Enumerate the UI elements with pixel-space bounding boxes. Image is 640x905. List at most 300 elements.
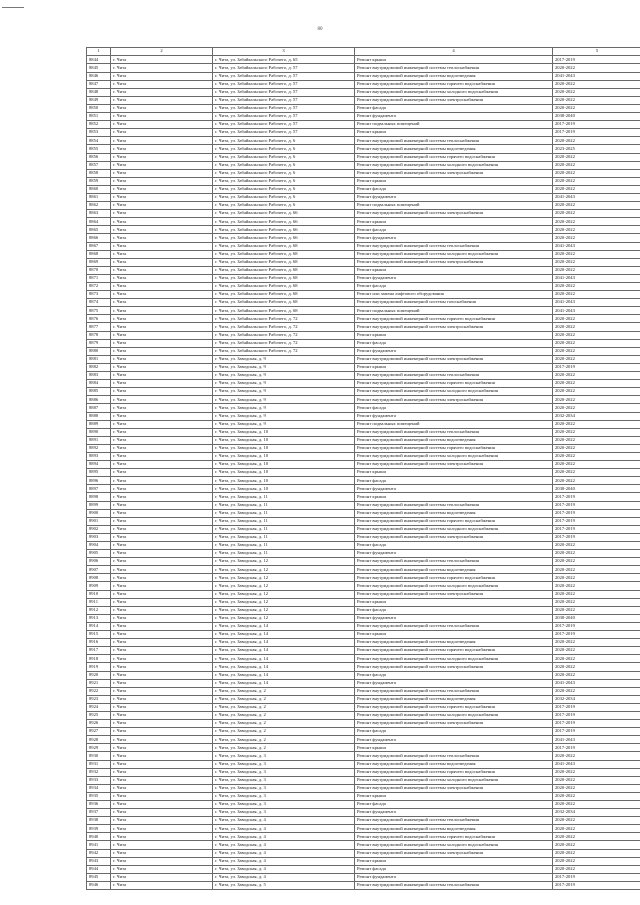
row-period: 2020-2022 [553,436,640,444]
row-municipality: г. Чита [111,849,213,857]
row-municipality: г. Чита [111,792,213,800]
table-row [87,339,640,347]
row-municipality: г. Чита [111,258,213,266]
row-municipality: г. Чита [111,80,213,88]
row-work-type: Ремонт внутридомовой инженерной системы холодного водоснабжения [355,525,553,533]
row-period: 2020-2022 [553,444,640,452]
row-period: 2020-2022 [553,477,640,485]
table-row [87,752,640,760]
row-work-type: Ремонт внутридомовой инженерной системы теплоснабжения [355,501,553,509]
table-row [87,452,640,460]
row-number: 8849 [87,96,111,104]
row-work-type: Ремонт фасада [355,477,553,485]
row-address: г. Чита, ул. Забайкальского Рабочего, д. 72 [213,315,355,323]
row-period: 2023-2025 [553,145,640,153]
row-work-type: Ремонт внутридомовой инженерной системы теплоснабжения [355,428,553,436]
row-period: 2020-2022 [553,177,640,185]
row-address: г. Чита, ул. Забайкальского Рабочего, д. 72 [213,347,355,355]
row-address: г. Чита, ул. Заводская, д. 9 [213,355,355,363]
row-number: 8855 [87,145,111,153]
row-period: 2020-2022 [553,566,640,574]
row-address: г. Чита, ул. Заводская, д. 10 [213,461,355,469]
row-work-type: Ремонт фундамента [355,234,553,242]
table-row [87,315,640,323]
row-period: 2017-2019 [553,121,640,129]
row-address: г. Чита, ул. Заводская, д. 4 [213,873,355,881]
row-municipality: г. Чита [111,283,213,291]
row-address: г. Чита, ул. Заводская, д. 3 [213,809,355,817]
row-number: 8919 [87,663,111,671]
row-work-type: Ремонт внутридомовой инженерной системы электроснабжения [355,590,553,598]
row-address: г. Чита, ул. Забайкальского Рабочего, д. 66 [213,210,355,218]
row-number: 8886 [87,396,111,404]
row-work-type: Ремонт внутридомовой инженерной системы теплоснабжения [355,372,553,380]
row-work-type: Ремонт внутридомовой инженерной системы электроснабжения [355,355,553,363]
row-municipality: г. Чита [111,679,213,687]
row-address: г. Чита, ул. Заводская, д. 3 [213,784,355,792]
row-address: г. Чита, ул. Забайкальского Рабочего, д. 57 [213,64,355,72]
row-work-type: Ремонт внутридомовой инженерной системы холодного водоснабжения [355,776,553,784]
row-municipality: г. Чита [111,703,213,711]
table-row [87,873,640,881]
row-work-type: Ремонт крыши [355,266,553,274]
row-address: г. Чита, ул. Забайкальского Рабочего, д. 68 [213,307,355,315]
row-work-type: Ремонт внутридомовой инженерной системы холодного водоснабжения [355,161,553,169]
table-row [87,533,640,541]
row-address: г. Чита, ул. Заводская, д. 2 [213,711,355,719]
row-work-type: Ремонт фасада [355,542,553,550]
row-address: г. Чита, ул. Заводская, д. 11 [213,550,355,558]
table-row [87,355,640,363]
row-period: 2017-2019 [553,525,640,533]
row-period: 2020-2022 [553,153,640,161]
row-number: 8859 [87,177,111,185]
row-municipality: г. Чита [111,169,213,177]
row-work-type: Ремонт внутридомовой инженерной системы холодного водоснабжения [355,655,553,663]
table-row [87,388,640,396]
row-municipality: г. Чита [111,493,213,501]
row-number: 8869 [87,258,111,266]
row-period: 2020-2022 [553,752,640,760]
table-row [87,574,640,582]
row-address: г. Чита, ул. Забайкальского Рабочего, д. 57 [213,96,355,104]
table-row [87,283,640,291]
row-municipality: г. Чита [111,825,213,833]
row-address: г. Чита, ул. Заводская, д. 11 [213,517,355,525]
row-work-type: Ремонт фундамента [355,485,553,493]
row-period: 2017-2019 [553,517,640,525]
table-row [87,242,640,250]
table-row [87,436,640,444]
row-municipality: г. Чита [111,121,213,129]
row-number: 8844 [87,56,111,64]
row-work-type: Ремонт внутридомовой инженерной системы электроснабжения [355,96,553,104]
table-row [87,210,640,218]
table-row [87,711,640,719]
table-row [87,865,640,873]
table-row [87,404,640,412]
row-number: 8908 [87,574,111,582]
row-number: 8927 [87,728,111,736]
row-period: 2020-2022 [553,161,640,169]
row-period: 2032-2034 [553,809,640,817]
row-municipality: г. Чита [111,113,213,121]
row-number: 8907 [87,566,111,574]
row-municipality: г. Чита [111,193,213,201]
row-address: г. Чита, ул. Заводская, д. 14 [213,663,355,671]
table-row [87,477,640,485]
row-address: г. Чита, ул. Заводская, д. 9 [213,420,355,428]
row-municipality: г. Чита [111,477,213,485]
table-row [87,193,640,201]
row-address: г. Чита, ул. Забайкальского Рабочего, д. 6 [213,177,355,185]
row-work-type: Ремонт внутридомовой инженерной системы электроснабжения [355,461,553,469]
row-address: г. Чита, ул. Заводская, д. 2 [213,744,355,752]
row-period: 2020-2022 [553,355,640,363]
row-period: 2020-2022 [553,396,640,404]
row-address: г. Чита, ул. Заводская, д. 14 [213,679,355,687]
row-number: 8875 [87,307,111,315]
row-period: 2020-2022 [553,833,640,841]
row-number: 8914 [87,622,111,630]
row-period: 2020-2022 [553,849,640,857]
row-municipality: г. Чита [111,347,213,355]
row-period: 2020-2022 [553,461,640,469]
row-municipality: г. Чита [111,622,213,630]
row-period: 2020-2022 [553,817,640,825]
row-address: г. Чита, ул. Забайкальского Рабочего, д. 72 [213,339,355,347]
row-municipality: г. Чита [111,137,213,145]
row-work-type: Ремонт внутридомовой инженерной системы водоотведения [355,825,553,833]
row-work-type: Ремонт внутридомовой инженерной системы горячего водоснабжения [355,703,553,711]
row-work-type: Ремонт внутридомовой инженерной системы водоотведения [355,436,553,444]
table-row [87,509,640,517]
row-work-type: Ремонт внутридомовой инженерной системы теплоснабжения [355,752,553,760]
row-work-type: Ремонт фундамента [355,347,553,355]
row-municipality: г. Чита [111,590,213,598]
row-period: 2041-2043 [553,299,640,307]
row-work-type: Ремонт фундамента [355,809,553,817]
row-number: 8942 [87,849,111,857]
row-number: 8891 [87,436,111,444]
row-municipality: г. Чита [111,857,213,865]
row-address: г. Чита, ул. Заводская, д. 10 [213,444,355,452]
row-work-type: Ремонт крыши [355,56,553,64]
row-municipality: г. Чита [111,104,213,112]
table-row [87,331,640,339]
row-period: 2020-2022 [553,574,640,582]
row-number: 8932 [87,768,111,776]
row-number: 8846 [87,72,111,80]
row-work-type: Ремонт внутридомовой инженерной системы электроснабжения [355,720,553,728]
row-municipality: г. Чита [111,784,213,792]
row-period: 2020-2022 [553,420,640,428]
row-work-type: Ремонт фасада [355,728,553,736]
row-address: г. Чита, ул. Заводская, д. 3 [213,776,355,784]
row-municipality: г. Чита [111,274,213,282]
row-municipality: г. Чита [111,614,213,622]
row-address: г. Чита, ул. Заводская, д. 14 [213,655,355,663]
row-municipality: г. Чита [111,639,213,647]
row-number: 8893 [87,452,111,460]
row-number: 8856 [87,153,111,161]
row-address: г. Чита, ул. Забайкальского Рабочего, д. 66 [213,234,355,242]
row-period: 2020-2022 [553,218,640,226]
row-work-type: Ремонт фундамента [355,873,553,881]
row-number: 8852 [87,121,111,129]
row-municipality: г. Чита [111,452,213,460]
row-work-type: Ремонт внутридомовой инженерной системы холодного водоснабжения [355,388,553,396]
row-number: 8864 [87,218,111,226]
row-number: 8870 [87,266,111,274]
row-work-type: Ремонт внутридомовой инженерной системы электроснабжения [355,169,553,177]
row-period: 2020-2022 [553,606,640,614]
row-address: г. Чита, ул. Забайкальского Рабочего, д. 6 [213,145,355,153]
row-municipality: г. Чита [111,647,213,655]
row-period: 2020-2022 [553,582,640,590]
row-number: 8883 [87,372,111,380]
row-period: 2020-2022 [553,776,640,784]
row-work-type: Ремонт внутридомовой инженерной системы горячего водоснабжения [355,444,553,452]
row-period: 2041-2043 [553,242,640,250]
row-work-type: Ремонт крыши [355,792,553,800]
row-municipality: г. Чита [111,202,213,210]
row-work-type: Ремонт крыши [355,469,553,477]
row-municipality: г. Чита [111,558,213,566]
row-municipality: г. Чита [111,566,213,574]
row-period: 2017-2019 [553,622,640,630]
row-work-type: Ремонт крыши [355,744,553,752]
row-address: г. Чита, ул. Забайкальского Рабочего, д. 6 [213,185,355,193]
row-number: 8871 [87,274,111,282]
row-period: 2017-2019 [553,728,640,736]
row-period: 2020-2022 [553,671,640,679]
row-municipality: г. Чита [111,606,213,614]
row-address: г. Чита, ул. Забайкальского Рабочего, д. 57 [213,88,355,96]
row-address: г. Чита, ул. Заводская, д. 10 [213,452,355,460]
row-work-type: Ремонт фасада [355,283,553,291]
row-period: 2032-2034 [553,695,640,703]
row-municipality: г. Чита [111,631,213,639]
row-period: 2020-2022 [553,96,640,104]
row-address: г. Чита, ул. Заводская, д. 14 [213,671,355,679]
table-row [87,444,640,452]
row-period: 2041-2043 [553,72,640,80]
row-number: 8906 [87,558,111,566]
row-number: 8922 [87,687,111,695]
table-row [87,639,640,647]
row-number: 8880 [87,347,111,355]
row-number: 8889 [87,420,111,428]
row-number: 8928 [87,736,111,744]
row-number: 8935 [87,792,111,800]
row-address: г. Чита, ул. Забайкальского Рабочего, д. 72 [213,331,355,339]
row-address: г. Чита, ул. Заводская, д. 9 [213,412,355,420]
table-row [87,776,640,784]
row-period: 2020-2022 [553,687,640,695]
row-period: 2020-2022 [553,428,640,436]
table-row [87,469,640,477]
row-period: 2041-2043 [553,307,640,315]
row-period: 2017-2019 [553,493,640,501]
table-row [87,663,640,671]
row-work-type: Ремонт внутридомовой инженерной системы теплоснабжения [355,242,553,250]
row-address: г. Чита, ул. Заводская, д. 14 [213,647,355,655]
row-address: г. Чита, ул. Забайкальского Рабочего, д. 6 [213,202,355,210]
row-work-type: Ремонт внутридомовой инженерной системы теплоснабжения [355,881,553,889]
row-work-type: Ремонт подвальных помещений [355,202,553,210]
row-municipality: г. Чита [111,64,213,72]
row-period: 2020-2022 [553,857,640,865]
row-number: 8903 [87,533,111,541]
row-period: 2017-2019 [553,703,640,711]
table-row [87,347,640,355]
row-number: 8862 [87,202,111,210]
row-period: 2020-2022 [553,865,640,873]
row-municipality: г. Чита [111,525,213,533]
table-row [87,461,640,469]
row-municipality: г. Чита [111,881,213,889]
row-number: 8851 [87,113,111,121]
row-period: 2020-2022 [553,88,640,96]
row-period: 2020-2022 [553,550,640,558]
row-address: г. Чита, ул. Забайкальского Рабочего, д. 68 [213,274,355,282]
table-row [87,72,640,80]
row-municipality: г. Чита [111,776,213,784]
row-period: 2017-2019 [553,509,640,517]
row-number: 8845 [87,64,111,72]
row-period: 2020-2022 [553,663,640,671]
row-municipality: г. Чита [111,210,213,218]
row-address: г. Чита, ул. Заводская, д. 4 [213,817,355,825]
row-municipality: г. Чита [111,388,213,396]
row-address: г. Чита, ул. Забайкальского Рабочего, д. 68 [213,299,355,307]
row-municipality: г. Чита [111,436,213,444]
row-municipality: г. Чита [111,574,213,582]
table-row [87,720,640,728]
row-municipality: г. Чита [111,865,213,873]
row-municipality: г. Чита [111,266,213,274]
row-work-type: Ремонт подвальных помещений [355,307,553,315]
row-period: 2041-2043 [553,760,640,768]
row-number: 8923 [87,695,111,703]
row-municipality: г. Чита [111,663,213,671]
row-period: 2017-2019 [553,744,640,752]
row-address: г. Чита, ул. Заводская, д. 12 [213,590,355,598]
row-period: 2020-2022 [553,825,640,833]
row-municipality: г. Чита [111,96,213,104]
row-work-type: Ремонт фасада [355,606,553,614]
row-municipality: г. Чита [111,355,213,363]
row-work-type: Ремонт фасада [355,339,553,347]
row-address: г. Чита, ул. Заводская, д. 2 [213,687,355,695]
row-work-type: Ремонт фундамента [355,679,553,687]
header-col-work-type: 4 [355,48,553,56]
row-municipality: г. Чита [111,744,213,752]
table-body [87,56,640,890]
row-address: г. Чита, ул. Заводская, д. 14 [213,631,355,639]
row-work-type: Ремонт внутридомовой инженерной системы водоотведения [355,72,553,80]
row-address: г. Чита, ул. Заводская, д. 12 [213,614,355,622]
row-period: 2020-2022 [553,469,640,477]
table-row [87,841,640,849]
row-number: 8884 [87,380,111,388]
row-address: г. Чита, ул. Забайкальского Рабочего, д. 57 [213,113,355,121]
row-work-type: Ремонт крыши [355,493,553,501]
table-header [87,48,640,56]
table-row [87,542,640,550]
table-row [87,428,640,436]
table-row [87,550,640,558]
row-municipality: г. Чита [111,412,213,420]
row-number: 8894 [87,461,111,469]
row-period: 2020-2022 [553,250,640,258]
row-address: г. Чита, ул. Заводская, д. 4 [213,825,355,833]
row-municipality: г. Чита [111,485,213,493]
row-work-type: Ремонт фундамента [355,113,553,121]
row-work-type: Ремонт внутридомовой инженерной системы электроснабжения [355,533,553,541]
row-municipality: г. Чита [111,711,213,719]
row-address: г. Чита, ул. Заводская, д. 14 [213,622,355,630]
table-row [87,736,640,744]
row-period: 2017-2019 [553,873,640,881]
row-address: г. Чита, ул. Забайкальского Рабочего, д. 66 [213,226,355,234]
row-period: 2020-2022 [553,558,640,566]
table-row [87,129,640,137]
row-address: г. Чита, ул. Заводская, д. 14 [213,639,355,647]
row-work-type: Ремонт внутридомовой инженерной системы теплоснабжения [355,622,553,630]
table-row [87,598,640,606]
table-row [87,56,640,64]
row-number: 8848 [87,88,111,96]
row-address: г. Чита, ул. Заводская, д. 10 [213,436,355,444]
row-municipality: г. Чита [111,687,213,695]
row-address: г. Чита, ул. Забайкальского Рабочего, д. 68 [213,242,355,250]
row-address: г. Чита, ул. Забайкальского Рабочего, д. 57 [213,121,355,129]
row-municipality: г. Чита [111,444,213,452]
row-work-type: Ремонт внутридомовой инженерной системы горячего водоснабжения [355,768,553,776]
row-period: 2038-2040 [553,614,640,622]
row-number: 8909 [87,582,111,590]
row-period: 2017-2019 [553,881,640,889]
table-row [87,728,640,736]
row-municipality: г. Чита [111,598,213,606]
row-municipality: г. Чита [111,242,213,250]
row-number: 8865 [87,226,111,234]
row-work-type: Ремонт внутридомовой инженерной системы холодного водоснабжения [355,250,553,258]
row-municipality: г. Чита [111,428,213,436]
row-work-type: Ремонт внутридомовой инженерной системы электроснабжения [355,663,553,671]
row-address: г. Чита, ул. Заводская, д. 11 [213,493,355,501]
row-municipality: г. Чита [111,509,213,517]
row-municipality: г. Чита [111,461,213,469]
row-address: г. Чита, ул. Забайкальского Рабочего, д. 72 [213,323,355,331]
row-municipality: г. Чита [111,517,213,525]
row-municipality: г. Чита [111,315,213,323]
row-address: г. Чита, ул. Заводская, д. 12 [213,606,355,614]
row-work-type: Ремонт внутридомовой инженерной системы водоотведения [355,566,553,574]
table-row [87,258,640,266]
row-municipality: г. Чита [111,323,213,331]
row-period: 2041-2043 [553,736,640,744]
row-address: г. Чита, ул. Забайкальского Рабочего, д. 57 [213,72,355,80]
row-municipality: г. Чита [111,809,213,817]
row-number: 8873 [87,291,111,299]
row-number: 8858 [87,169,111,177]
row-number: 8872 [87,283,111,291]
row-address: г. Чита, ул. Забайкальского Рабочего, д. 66 [213,218,355,226]
row-period: 2020-2022 [553,202,640,210]
